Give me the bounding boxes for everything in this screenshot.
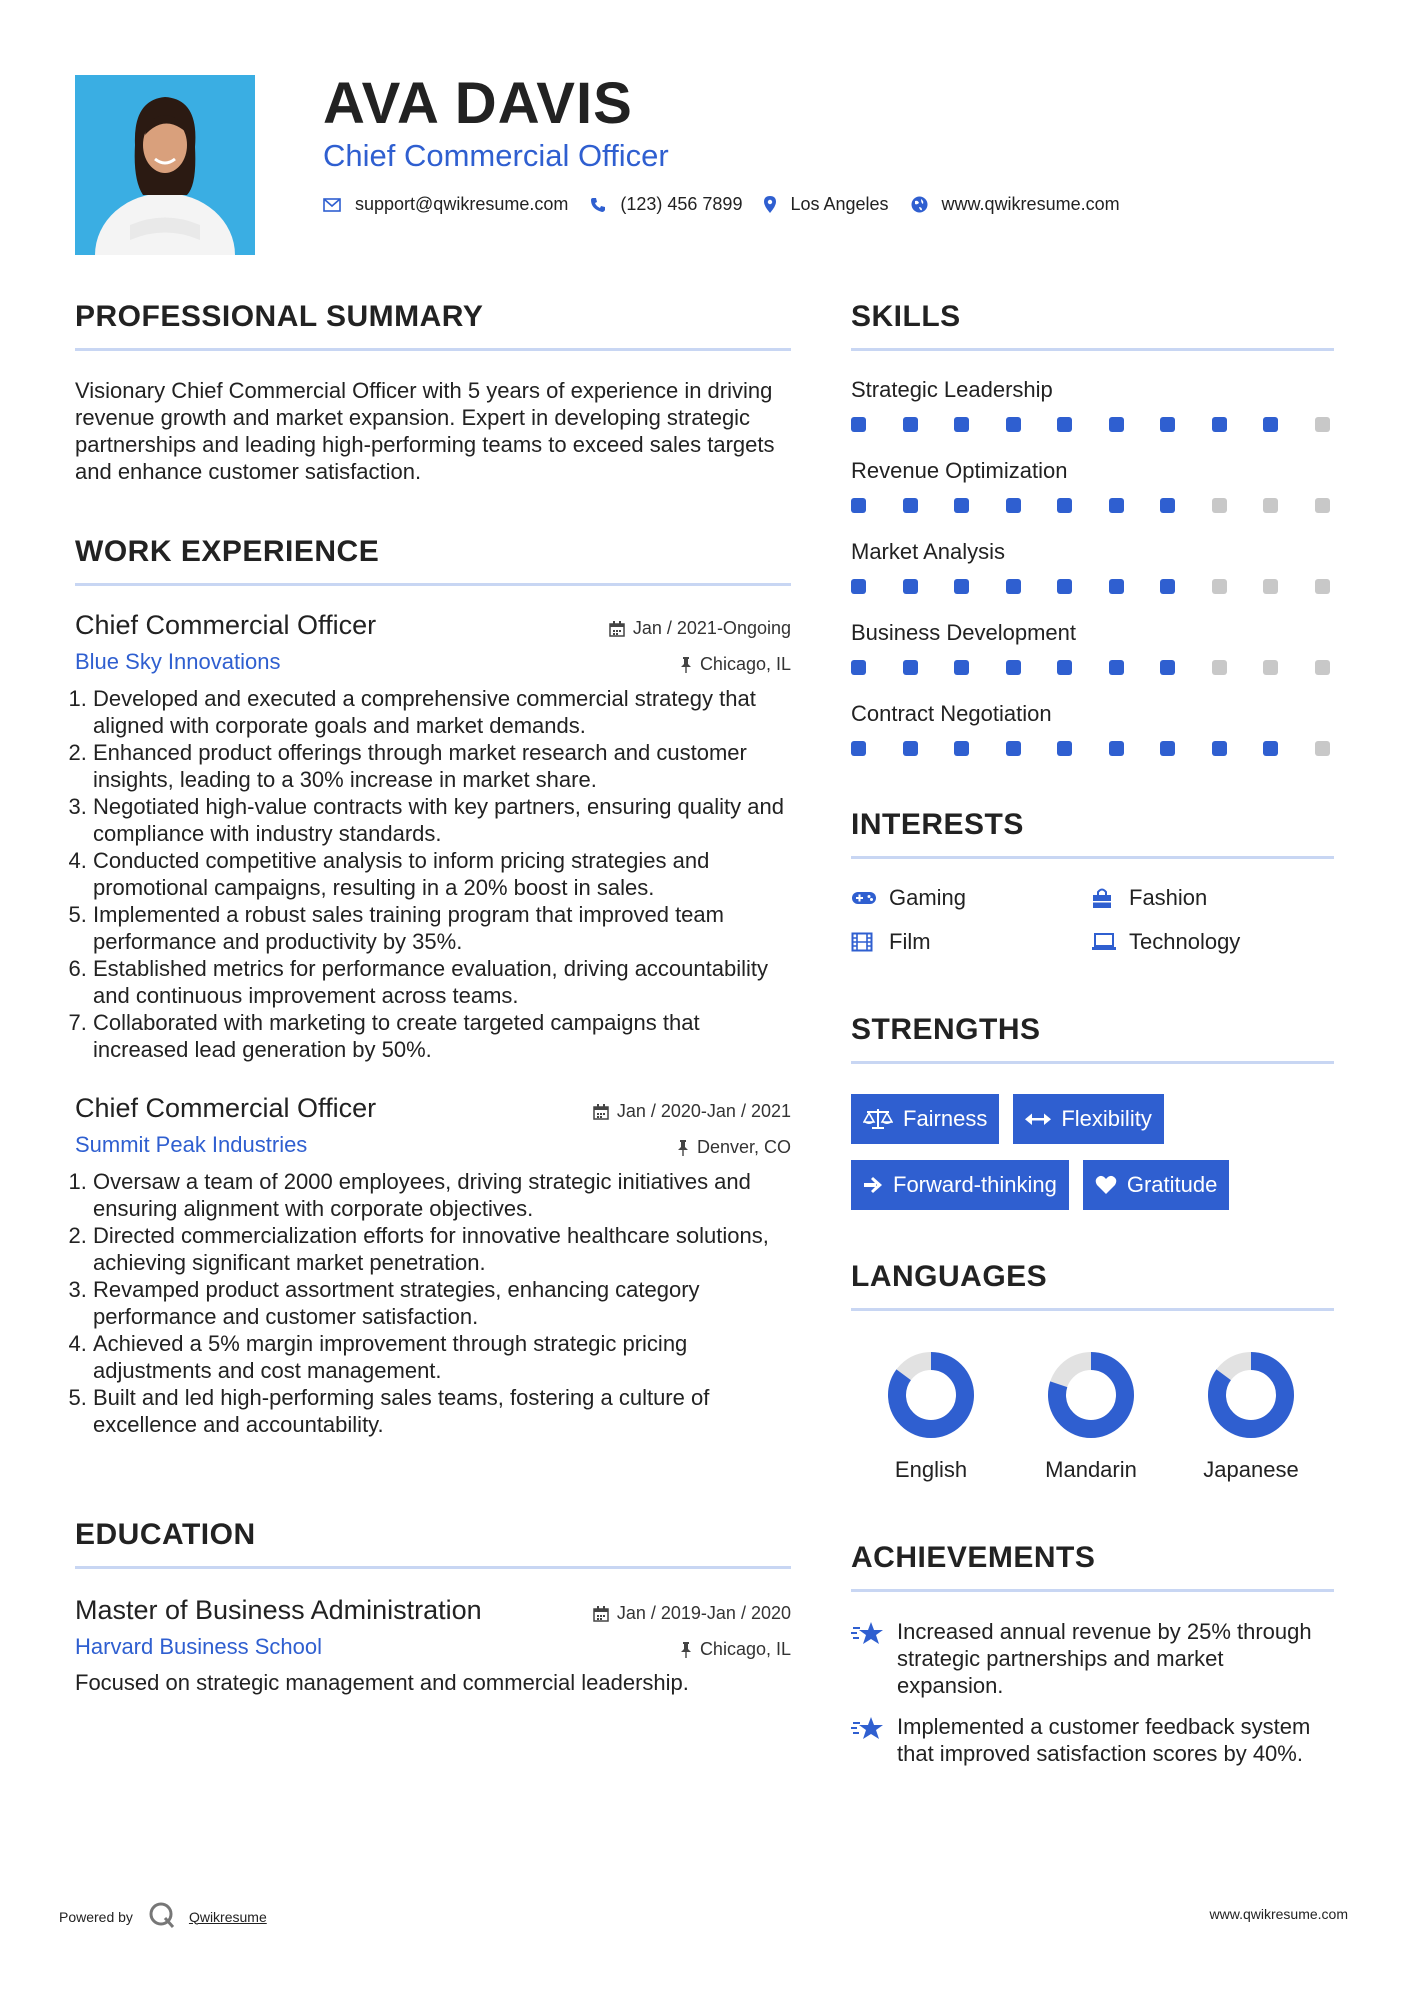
education-description: Focused on strategic management and commercial leadership. [75, 1670, 689, 1695]
section-heading: INTERESTS [851, 808, 1334, 859]
arrows-horizontal-icon [1025, 1112, 1051, 1126]
rating-dot-filled [851, 741, 866, 756]
shopping-bag-icon [1091, 887, 1117, 909]
website-text: www.qwikresume.com [941, 194, 1120, 214]
language-level-donut [1047, 1351, 1135, 1439]
rating-dot-filled [903, 741, 918, 756]
job-title: Chief Commercial Officer [75, 610, 377, 640]
skill-item [851, 458, 1334, 513]
section-heading: SKILLS [851, 300, 1334, 351]
skill-rating [851, 741, 1334, 756]
rating-dot-filled [954, 741, 969, 756]
skill-name: Revenue Optimization [851, 458, 1068, 483]
contact-bar [323, 194, 1142, 215]
rating-dot-filled [954, 417, 969, 432]
job-bullets [75, 1168, 791, 1438]
rating-dot-empty [1212, 498, 1227, 513]
language-level-donut [1207, 1351, 1295, 1439]
contact-email[interactable] [323, 194, 568, 215]
rating-dot-empty [1263, 498, 1278, 513]
section-heading: ACHIEVEMENTS [851, 1541, 1334, 1592]
language-level-donut [887, 1351, 975, 1439]
skill-rating [851, 498, 1334, 513]
calendar-icon [593, 1606, 609, 1622]
rating-dot-empty [1263, 579, 1278, 594]
rating-dot-filled [1006, 660, 1021, 675]
pushpin-icon [677, 1140, 689, 1156]
candidate-name: AVA DAVIS [323, 71, 633, 136]
rating-dot-filled [954, 660, 969, 675]
job-entry [75, 610, 791, 1063]
contact-phone[interactable] [590, 194, 742, 215]
rating-dot-filled [1109, 579, 1124, 594]
rating-dot-filled [1160, 417, 1175, 432]
skill-rating [851, 579, 1334, 594]
rating-dot-filled [954, 498, 969, 513]
rating-dot-empty [1315, 498, 1330, 513]
education-date: Jan / 2019-Jan / 2020 [593, 1603, 791, 1624]
strength-chip: Forward-thinking [851, 1160, 1069, 1210]
rating-dot-empty [1315, 660, 1330, 675]
skill-name: Contract Negotiation [851, 701, 1052, 726]
profile-photo [75, 75, 255, 255]
degree-title: Master of Business Administration [75, 1595, 482, 1625]
rating-dot-filled [1006, 417, 1021, 432]
rating-dot-filled [1006, 498, 1021, 513]
job-title: Chief Commercial Officer [75, 1093, 377, 1123]
rating-dot-filled [954, 579, 969, 594]
right-column [851, 300, 1334, 1767]
list-item: 5. Built and led high-performing sales teams, fostering a culture of excellence and accountability. [93, 1384, 791, 1438]
achievements-section [851, 1541, 1334, 1767]
balance-scale-icon [863, 1108, 893, 1130]
strength-chip: Gratitude [1083, 1160, 1230, 1210]
list-item: 4. Achieved a 5% margin improvement through strategic pricing adjustments and cost management. [93, 1330, 791, 1384]
list-item: 2. Enhanced product offerings through market research and customer insights, leading to a 30% increase in market share. [93, 739, 791, 793]
rating-dot-filled [851, 417, 866, 432]
interests-list [851, 885, 1334, 955]
rating-dot-filled [851, 498, 866, 513]
school-name: Harvard Business School [75, 1634, 323, 1659]
rating-dot-filled [1006, 741, 1021, 756]
star-award-icon [851, 1713, 887, 1767]
calendar-icon [593, 1104, 609, 1120]
rating-dot-filled [1057, 579, 1072, 594]
language-name: English [894, 1457, 968, 1482]
section-heading: STRENGTHS [851, 1013, 1334, 1064]
strength-chip: Flexibility [1013, 1094, 1163, 1144]
job-location: Denver, CO [677, 1137, 791, 1158]
skill-name: Strategic Leadership [851, 377, 1053, 402]
rating-dot-filled [903, 660, 918, 675]
language-item [1011, 1351, 1171, 1483]
language-name: Japanese [1203, 1457, 1299, 1482]
rating-dot-empty [1315, 579, 1330, 594]
qwikresume-logo-icon [147, 1900, 177, 1933]
skill-item [851, 620, 1334, 675]
language-item [1171, 1351, 1331, 1483]
rating-dot-filled [1263, 417, 1278, 432]
section-heading: EDUCATION [75, 1518, 791, 1569]
job-location: Chicago, IL [680, 654, 791, 675]
rating-dot-filled [1109, 498, 1124, 513]
rating-dot-filled [1057, 417, 1072, 432]
rating-dot-filled [1160, 741, 1175, 756]
footer-powered-by: Powered by Qwikresume [59, 1900, 267, 1933]
languages-section [851, 1260, 1334, 1483]
achievement-item: Implemented a customer feedback system that improved satisfaction scores by 40%. [851, 1713, 1334, 1767]
pushpin-icon [680, 1642, 692, 1658]
rating-dot-filled [1263, 741, 1278, 756]
skill-name: Market Analysis [851, 539, 1006, 564]
job-date: Jan / 2021-Ongoing [609, 618, 791, 639]
rating-dot-filled [1109, 417, 1124, 432]
skill-rating [851, 660, 1334, 675]
list-item: 6. Established metrics for performance evaluation, driving accountability and continuous improvement across teams. [93, 955, 791, 1009]
strength-chip: Fairness [851, 1094, 999, 1144]
education-entry [75, 1595, 791, 1696]
rating-dot-empty [1315, 417, 1330, 432]
rating-dot-filled [1057, 660, 1072, 675]
list-item: 3. Revamped product assortment strategies, enhancing category performance and customer satisfaction. [93, 1276, 791, 1330]
strengths-section [851, 1013, 1334, 1210]
rating-dot-filled [903, 579, 918, 594]
skills-list [851, 377, 1334, 756]
interest-item: Gaming [851, 885, 1091, 911]
envelope-icon [323, 198, 341, 212]
phone-icon [590, 197, 606, 213]
job-bullets [75, 685, 791, 1063]
summary-text: Visionary Chief Commercial Officer with 5 years of experience in driving revenue growth and market expansion. Expert in developing strategic partnerships and leading high-performing teams to exceed sales targets and enhance customer satisfaction. [75, 378, 775, 484]
rating-dot-empty [1263, 660, 1278, 675]
summary-section [75, 300, 791, 485]
contact-website[interactable] [911, 194, 1120, 215]
star-award-icon [851, 1618, 887, 1699]
qwikresume-link[interactable]: Qwikresume [188, 1908, 267, 1925]
candidate-title: Chief Commercial Officer [323, 138, 669, 173]
skill-name: Business Development [851, 620, 1077, 645]
list-item: 2. Directed commercialization efforts for innovative healthcare solutions, achieving significant market penetration. [93, 1222, 791, 1276]
skill-item [851, 377, 1334, 432]
company-name: Blue Sky Innovations [75, 649, 281, 674]
list-item: 1. Oversaw a team of 2000 employees, driving strategic initiatives and ensuring alignment with corporate objectives. [93, 1168, 791, 1222]
interest-item: Fashion [1091, 885, 1331, 911]
phone-text: (123) 456 7899 [620, 194, 743, 214]
rating-dot-filled [1057, 741, 1072, 756]
rating-dot-empty [1212, 660, 1227, 675]
email-text: support@qwikresume.com [355, 194, 569, 214]
interest-item: Technology [1091, 929, 1331, 955]
rating-dot-filled [1006, 579, 1021, 594]
rating-dot-filled [1109, 741, 1124, 756]
skill-item [851, 701, 1334, 756]
section-heading: WORK EXPERIENCE [75, 535, 791, 586]
map-pin-icon [764, 196, 776, 213]
film-icon [851, 931, 877, 953]
calendar-icon [609, 621, 625, 637]
list-item: 4. Conducted competitive analysis to inform pricing strategies and promotional campaigns, resulting in a 20% boost in sales. [93, 847, 791, 901]
list-item: 5. Implemented a robust sales training program that improved team performance and productivity by 35%. [93, 901, 791, 955]
laptop-icon [1091, 932, 1117, 952]
location-text: Los Angeles [790, 194, 889, 214]
skills-section [851, 300, 1334, 756]
achievement-item: Increased annual revenue by 25% through strategic partnerships and market expansion. [851, 1618, 1334, 1699]
experience-section [75, 535, 791, 1438]
rating-dot-filled [851, 579, 866, 594]
list-item: 7. Collaborated with marketing to create targeted campaigns that increased lead generation by 50%. [93, 1009, 791, 1063]
skill-rating [851, 417, 1334, 432]
education-location: Chicago, IL [680, 1639, 791, 1660]
interest-item: Film [851, 929, 1091, 955]
languages-list [851, 1351, 1334, 1483]
strengths-list [851, 1094, 1334, 1210]
rating-dot-empty [1212, 579, 1227, 594]
rating-dot-filled [903, 417, 918, 432]
company-name: Summit Peak Industries [75, 1132, 308, 1157]
rating-dot-filled [1160, 660, 1175, 675]
left-column [75, 300, 791, 1696]
footer-website[interactable]: www.qwikresume.com [1209, 1906, 1348, 1922]
rating-dot-empty [1315, 741, 1330, 756]
rating-dot-filled [1160, 579, 1175, 594]
arrow-right-icon [863, 1175, 883, 1195]
language-name: Mandarin [1045, 1457, 1137, 1482]
job-entry [75, 1093, 791, 1438]
language-item [851, 1351, 1011, 1483]
rating-dot-filled [1212, 741, 1227, 756]
gamepad-icon [851, 890, 877, 906]
skill-item [851, 539, 1334, 594]
section-heading: PROFESSIONAL SUMMARY [75, 300, 791, 351]
pushpin-icon [680, 657, 692, 673]
rating-dot-filled [851, 660, 866, 675]
section-heading: LANGUAGES [851, 1260, 1334, 1311]
rating-dot-filled [1212, 417, 1227, 432]
achievements-list [851, 1618, 1334, 1767]
rating-dot-filled [1109, 660, 1124, 675]
heart-icon [1095, 1175, 1117, 1195]
globe-icon [911, 196, 928, 213]
rating-dot-filled [1057, 498, 1072, 513]
job-date: Jan / 2020-Jan / 2021 [593, 1101, 791, 1122]
list-item: 1. Developed and executed a comprehensive commercial strategy that aligned with corporate goals and market demands. [93, 685, 791, 739]
education-section [75, 1518, 791, 1696]
contact-location [764, 194, 888, 215]
interests-section [851, 808, 1334, 955]
list-item: 3. Negotiated high-value contracts with key partners, ensuring quality and compliance with industry standards. [93, 793, 791, 847]
rating-dot-filled [1160, 498, 1175, 513]
rating-dot-filled [903, 498, 918, 513]
